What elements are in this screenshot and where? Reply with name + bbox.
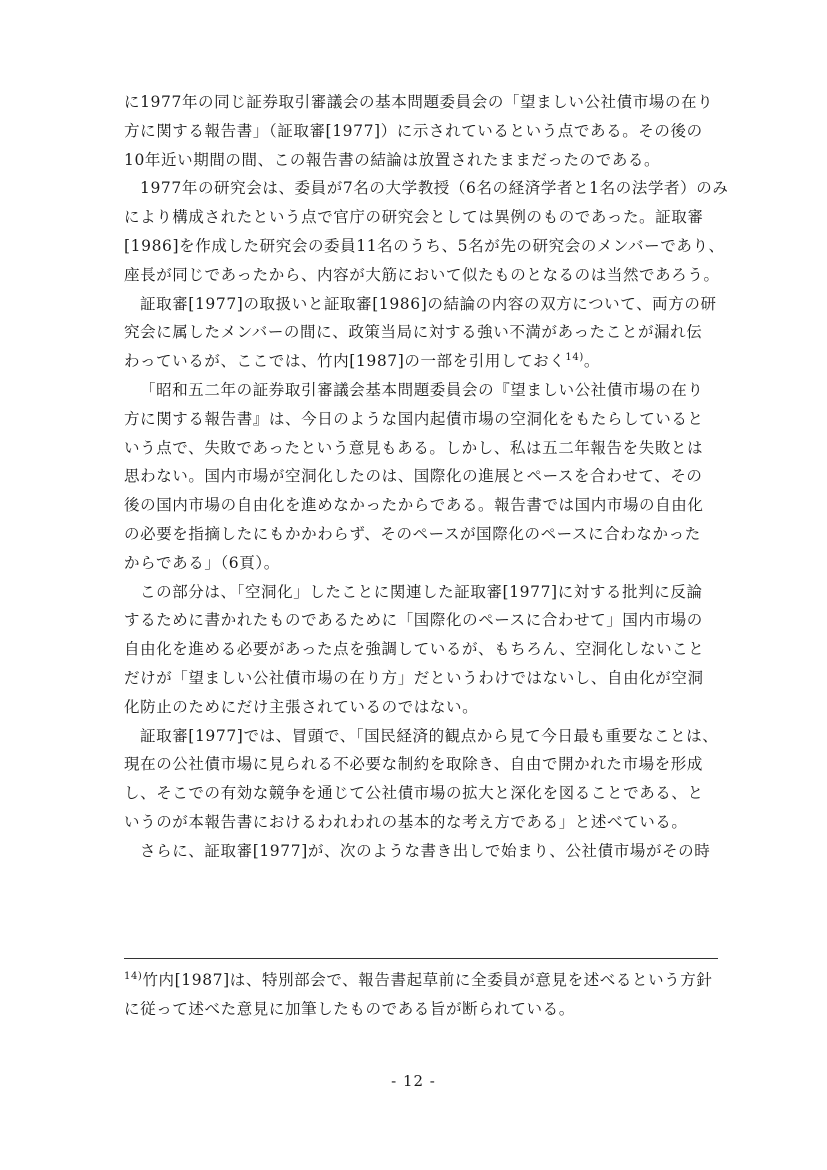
text-line: 方に関する報告書』は、今日のような国内起債市場の空洞化をもたらしていると	[124, 409, 704, 428]
text-line: により構成されたという点で官庁の研究会としては異例のものであった。証取審	[124, 208, 704, 227]
text-line: するために書かれたものであるために「国際化のペースに合わせて」国内市場の	[124, 611, 703, 630]
paragraph-5	[124, 578, 724, 722]
paragraph-2	[124, 174, 729, 289]
text-line: からである」（6頁）。	[124, 553, 280, 572]
quotation-paragraph	[124, 376, 724, 578]
paragraph-6	[124, 722, 724, 837]
body-text	[124, 88, 729, 866]
text-line: 証取審[1977]では、冒頭で、「国民経済的観点から見て今日最も重要なことは、	[140, 726, 719, 745]
text-line: 自由化を進める必要があった点を強調しているが、もちろん、空洞化しないこと	[124, 640, 705, 659]
text-line: さらに、証取審[1977]が、次のような書き出しで始まり、公社債市場がその時	[140, 841, 711, 860]
text-line: の必要を指摘したにもかかわらず、そのペースが国際化のペースに合わなかった	[124, 524, 701, 543]
footnote-reference: 14)	[565, 352, 584, 364]
text-line: に1977年の同じ証券取引審議会の基本問題委員会の「望ましい公社債市場の在り	[124, 93, 714, 111]
text-fragment: わっているが、ここでは、竹内[1987]の一部を引用しておく	[124, 352, 566, 371]
text-line: 1977年の研究会は、委員が7名の大学教授（6名の経済学者と1名の法学者）のみ	[140, 179, 729, 198]
text-line: 「昭和五二年の証券取引審議会基本問題委員会の『望ましい公社債市場の在り	[140, 380, 704, 399]
text-line: し、そこでの有効な競争を通じて公社債市場の拡大と深化を図ることである、と	[124, 784, 704, 803]
footnote-separator	[124, 958, 718, 959]
footnote	[124, 966, 724, 1024]
text-line: 現在の公社債市場に見られる不必要な制約を取除き、自由で開かれた市場を形成	[124, 755, 703, 774]
text-line: 化防止のためにだけ主張されているのではない。	[124, 697, 479, 716]
paragraph-1	[124, 88, 724, 174]
text-line: いう点で、失敗であったという意見もある。しかし、私は五二年報告を失敗とは	[124, 438, 704, 457]
footnote-number: 14)	[124, 970, 143, 982]
text-line	[124, 966, 724, 995]
text-line: 10年近い期間の間、この報告書の結論は放置されたままだったのである。	[124, 150, 661, 169]
text-line: 思わない。国内市場が空洞化したのは、国際化の進展とペースを合わせて、その	[124, 467, 703, 486]
text-line: に従って述べた意見に加筆したものである旨が断られている。	[124, 1000, 575, 1018]
text-fragment: 。	[583, 352, 600, 371]
text-line: 座長が同じであったから、内容が大筋において似たものとなるのは当然であろう。	[124, 265, 720, 284]
text-line: だけが「望ましい公社債市場の在り方」だというわけではないし、自由化が空洞	[124, 668, 704, 687]
page-number: - 12 -	[391, 1072, 436, 1090]
text-line	[124, 347, 724, 376]
text-line: 方に関する報告書」（証取審[1977]）に示されているという点である。その後の	[124, 121, 703, 140]
text-line: いうのが本報告書におけるわれわれの基本的な考え方である」と述べている。	[124, 812, 688, 831]
text-fragment: 竹内[1987]は、特別部会で、報告書起草前に全委員が意見を述べるという方針	[142, 971, 713, 989]
paragraph-7	[124, 837, 724, 866]
paragraph-3	[124, 290, 724, 376]
text-line: この部分は、「空洞化」したことに関連した証取審[1977]に対する批判に反論	[140, 582, 703, 601]
text-line: 証取審[1977]の取扱いと証取審[1986]の結論の内容の双方について、両方の研	[140, 294, 717, 313]
text-line: [1986]を作成した研究会の委員11名のうち、5名が先の研究会のメンバーであり、	[124, 236, 725, 255]
text-line: 究会に属したメンバーの間に、政策当局に対する強い不満があったことが漏れ伝	[124, 323, 703, 342]
text-line: 後の国内市場の自由化を進めなかったからである。報告書では国内市場の自由化	[124, 496, 704, 515]
